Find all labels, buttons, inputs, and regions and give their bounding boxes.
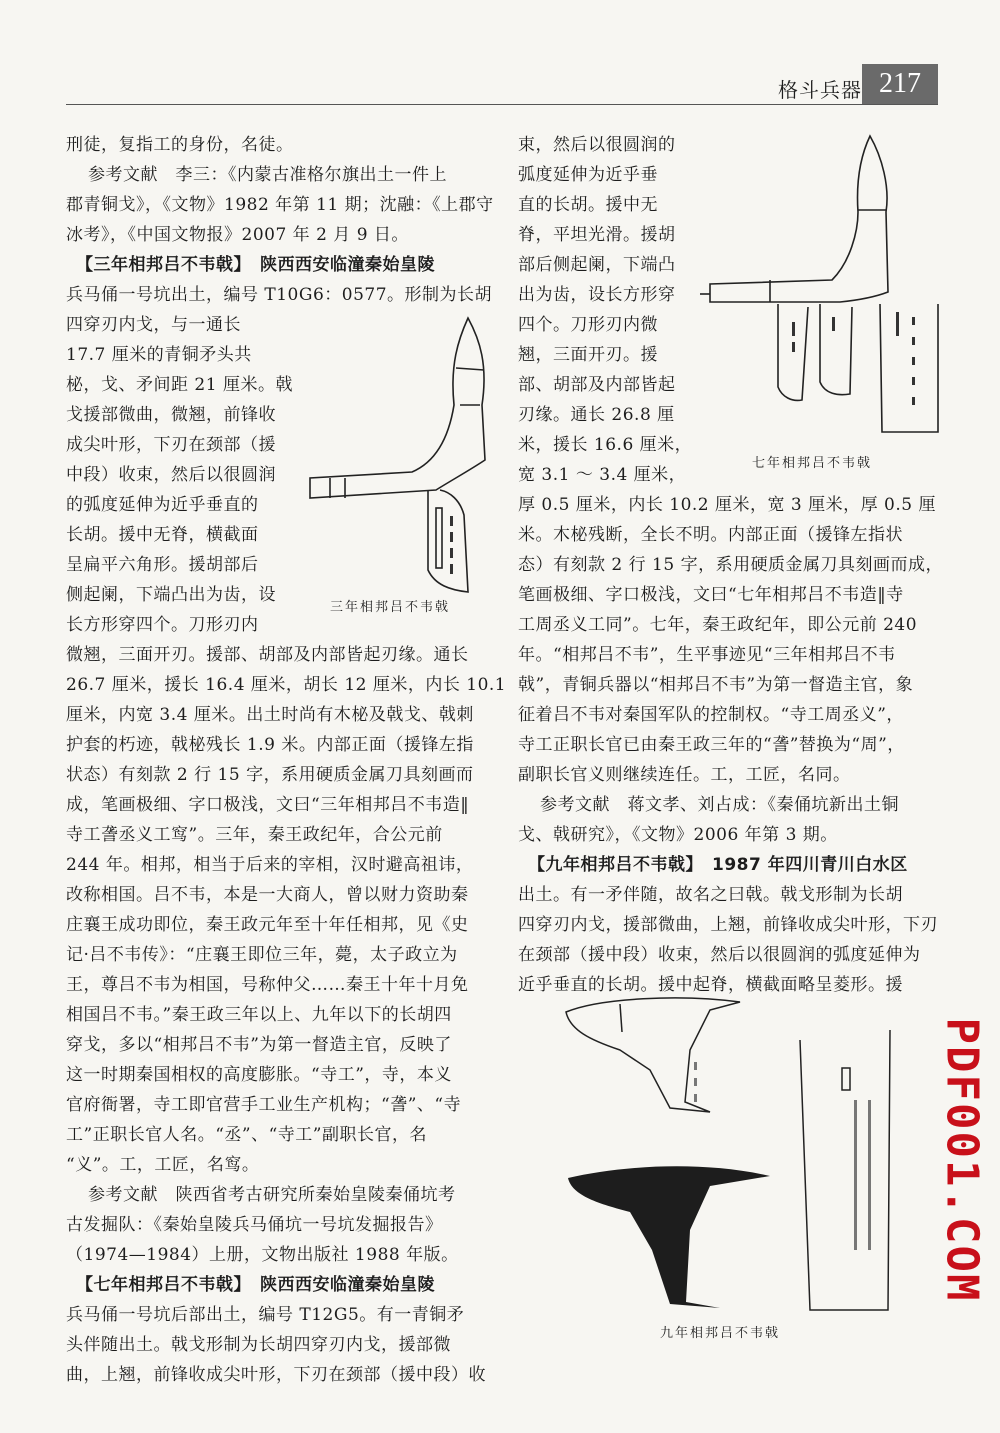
text-line: 戟”，青铜兵器以“相邦吕不韦”为第一督造主官，象 (518, 675, 914, 695)
header-rule (66, 104, 938, 105)
text-line: 庄襄王成功即位，秦王政元年至十年任相邦，见《史 (66, 915, 469, 935)
text-line: 翘，三面开刃。援 (518, 345, 658, 365)
text-line: 厚 0.5 厘米，内长 10.2 厘米，宽 3 厘米，厚 0.5 厘 (518, 495, 936, 515)
text-line: 的弧度延伸为近乎垂直的 (66, 495, 259, 515)
text-line: 微翘，三面开刃。援部、胡部及内部皆起刃缘。通长 (66, 645, 469, 665)
page-number: 217 (862, 64, 938, 104)
section-title: 格斗兵器 (778, 78, 862, 102)
text-line: 副职长官义则继续连任。工，工匠，名同。 (518, 765, 851, 785)
text-line: 部、胡部及内部皆起 (518, 375, 676, 395)
text-line: 米，援长 16.6 厘米， (518, 435, 693, 455)
text-line: 寺工詟丞义工窎”。三年，秦王政纪年，合公元前 (66, 825, 443, 845)
text-line: 护套的朽迹，戟柲残长 1.9 米。内部正面（援锋左指 (66, 735, 474, 755)
text-line: 记·吕不韦传》：“庄襄王即位三年，薨，太子政立为 (66, 945, 458, 965)
text-line: 米。木柲残断，全长不明。内部正面（援锋左指状 (518, 525, 903, 545)
text-line: 曲，上翘，前锋收成尖叶形，下刃在颈部（援中段）收 (66, 1365, 486, 1385)
figure-caption: 三年相邦吕不韦戟 (330, 600, 451, 615)
text-line: 戈、戟研究》，《文物》2006 年第 3 期。 (518, 825, 838, 845)
text-line: “义”。工，工匠，名窎。 (66, 1155, 260, 1175)
text-line: 四个。刀形刃内微 (518, 315, 658, 335)
text-line: 柲，戈、矛间距 21 厘米。戟 (66, 375, 293, 395)
text-line: 17.7 厘米的青铜矛头共 (66, 345, 252, 365)
text-line: 侧起阑，下端凸出为齿，设 (66, 585, 276, 605)
text-line: 官府衙署，寺工即官营手工业生产机构；“詟”、“寺 (66, 1095, 462, 1115)
text-line: 寺工正职长官已由秦王政三年的“詟”替换为“周”， (518, 735, 905, 755)
text-line: 中段）收束，然后以很圆润 (66, 465, 276, 485)
text-line: 这一时期秦国相权的高度膨胀。“寺工”，寺，本义 (66, 1065, 452, 1085)
text-line: 长方形穿四个。刀形刃内 (66, 615, 259, 635)
text-line: 成尖叶形，下刃在颈部（援 (66, 435, 276, 455)
halberd-drawing-2 (700, 132, 945, 444)
text-line: 笔画极细、字口极浅，文曰“七年相邦吕不韦造‖寺 (518, 585, 904, 605)
text-line: 直的长胡。援中无 (518, 195, 658, 215)
text-line: 征着吕不韦对秦国军队的控制权。“寺工周丞义”， (518, 705, 904, 725)
text-line: 弧度延伸为近乎垂 (518, 165, 658, 185)
text-line: 出土。有一矛伴随，故名之曰戟。戟戈形制为长胡 (518, 885, 903, 905)
text-line: 出为齿，设长方形穿 (518, 285, 676, 305)
text-line: 长胡。援中无脊，横截面 (66, 525, 259, 545)
text-line: 呈扁平六角形。援胡部后 (66, 555, 259, 575)
entry-heading: 【七年相邦吕不韦戟】 陕西西安临潼秦始皇陵 (76, 1275, 435, 1295)
text-line: 四穿刃内戈，援部微曲，上翘，前锋收成尖叶形，下刃 (518, 915, 938, 935)
text-line: （1974—1984）上册，文物出版社 1988 年版。 (66, 1245, 459, 1265)
text-line: 冰考》，《中国文物报》2007 年 2 月 9 日。 (66, 225, 409, 245)
text-line: 兵马俑一号坑出土，编号 T10G6：0577。形制为长胡 (66, 285, 493, 305)
text-line: 古发掘队：《秦始皇陵兵马俑坑一号坑发掘报告》 (66, 1215, 443, 1235)
text-line: 成，笔画极细、字口极浅，文曰“三年相邦吕不韦造‖ (66, 795, 470, 815)
text-line: 相国吕不韦。”秦王政三年以上、九年以下的长胡四 (66, 1005, 452, 1025)
text-line: 脊，平坦光滑。援胡 (518, 225, 676, 245)
text-line: 穿戈，多以“相邦吕不韦”为第一督造主官，反映了 (66, 1035, 452, 1055)
text-line: 状态）有刻款 2 行 15 字，系用硬质金属刀具刻画而 (66, 765, 474, 785)
reference-line: 参考文献 蒋文孝、刘占成：《秦俑坑新出土铜 (540, 795, 899, 815)
text-line: 宽 3.1 ～ 3.4 厘米， (518, 465, 687, 485)
text-line: 郡青铜戈》，《文物》1982 年第 11 期；沈融：《上郡守 (66, 195, 494, 215)
entry-heading: 【三年相邦吕不韦戟】 陕西西安临潼秦始皇陵 (76, 255, 435, 275)
figure-caption: 九年相邦吕不韦戟 (660, 1326, 781, 1341)
figure-caption: 七年相邦吕不韦戟 (752, 456, 873, 471)
text-line: 工”正职长官人名。“丞”、“寺工”副职长官，名 (66, 1125, 427, 1145)
text-line: 在颈部（援中段）收束，然后以很圆润的弧度延伸为 (518, 945, 921, 965)
text-line: 态）有刻款 2 行 15 字，系用硬质金属刀具刻画而成， (518, 555, 944, 575)
text-line: 四穿刃内戈，与一通长 (66, 315, 241, 335)
text-line: 刑徒，复指工的身份，名徒。 (66, 135, 294, 155)
text-line: 年。“相邦吕不韦”，生平事迹见“三年相邦吕不韦 (518, 645, 896, 665)
figure-qinian-ji (700, 132, 945, 448)
halberd-drawing-1 (300, 310, 505, 600)
reference-line: 参考文献 陕西省考古研究所秦始皇陵秦俑坑考 (88, 1185, 456, 1205)
text-line: 工周丞义工同”。七年，秦王政纪年，即公元前 240 (518, 615, 918, 635)
text-line: 束，然后以很圆润的 (518, 135, 676, 155)
text-line: 刃缘。通长 26.8 厘 (518, 405, 675, 425)
text-line: 26.7 厘米，援长 16.4 厘米，胡长 12 厘米，内长 10.1 (66, 675, 507, 695)
text-line: 改称相国。吕不韦，本是一大商人，曾以财力资助秦 (66, 885, 469, 905)
text-line: 兵马俑一号坑后部出土，编号 T12G5。有一青铜矛 (66, 1305, 465, 1325)
halberd-drawing-3 (560, 990, 895, 1315)
text-line: 近乎垂直的长胡。援中起脊，横截面略呈菱形。援 (518, 975, 903, 995)
watermark: PDF001.COM (936, 1017, 988, 1303)
text-line: 部后侧起阑，下端凸 (518, 255, 676, 275)
figure-sannian-ji (300, 310, 505, 604)
text-line: 戈援部微曲，微翘，前锋收 (66, 405, 276, 425)
text-line: 头伴随出土。戟戈形制为长胡四穿刃内戈，援部微 (66, 1335, 451, 1355)
text-line: 厘米，内宽 3.4 厘米。出土时尚有木柲及戟戈、戟刺 (66, 705, 474, 725)
figure-jiunian-ji (560, 990, 895, 1319)
reference-line: 参考文献 李三：《内蒙古准格尔旗出土一件上 (88, 165, 447, 185)
entry-heading: 【九年相邦吕不韦戟】 1987 年四川青川白水区 (528, 855, 908, 875)
text-line: 244 年。相邦，相当于后来的宰相，汉时避高祖讳， (66, 855, 474, 875)
text-line: 王，尊吕不韦为相国，号称仲父……秦王十年十月免 (66, 975, 469, 995)
